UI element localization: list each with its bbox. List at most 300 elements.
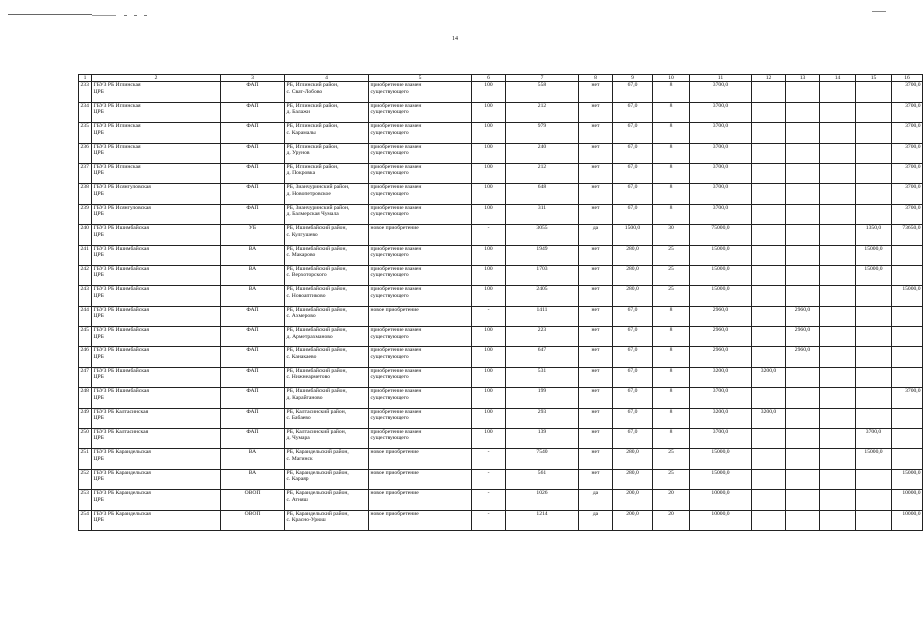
action-line-1: приобретение взамен [370,245,422,252]
location-district: РБ, Зианчуринский район, [286,204,350,211]
cost-year-5 [892,449,923,469]
population: 3055 [506,225,579,245]
institution-name: ГБУЗ РБ Иглинская [93,123,141,130]
wear-percent: 100 [472,184,506,204]
wear-percent: 100 [472,408,506,428]
area-value: 67,0 [613,204,653,224]
institution-suffix: ЦРБ [93,211,104,218]
institution-name: ГБУЗ РБ Иглинская [93,82,141,89]
action-cell [369,286,472,306]
table-row [79,510,923,530]
facility-type: ВА [221,286,285,306]
row-number: 246 [79,347,92,367]
scan-artifact-dot [124,15,127,16]
scan-artifact-dot [144,15,147,16]
action-line-2: существующего [370,251,409,258]
facility-type: ФАП [221,163,285,183]
cost-year-5: 3700,0 [892,102,923,122]
row-number: 249 [79,408,92,428]
table-row [79,306,923,326]
institution-cell [92,204,221,224]
institution-suffix: ЦРБ [93,272,104,279]
location-settlement: д. Урунов [286,149,310,156]
cost-year-4: 1350,0 [856,225,892,245]
location-settlement: с. Магинск [286,455,313,462]
column-number-header: 10 [653,75,690,82]
staff-count: 8 [653,367,690,387]
total-cost: 3700,0 [690,388,752,408]
flag-yes-no: нет [579,204,613,224]
cost-year-4 [856,306,892,326]
institution-name: ГБУЗ РБ Ишимбайская [93,388,149,395]
cost-year-1 [752,327,786,347]
area-value: 280,0 [613,449,653,469]
flag-yes-no: нет [579,123,613,143]
area-value: 280,0 [613,286,653,306]
institution-suffix: ЦРБ [93,231,104,238]
flag-yes-no: нет [579,347,613,367]
cost-year-1 [752,265,786,285]
facility-type: ФАП [221,204,285,224]
table-row [79,225,923,245]
location-settlement: с. Верхоторского [286,272,327,279]
staff-count: 8 [653,102,690,122]
flag-yes-no: нет [579,367,613,387]
row-number: 237 [79,163,92,183]
cost-year-2 [786,469,820,489]
facility-type: ВА [221,469,285,489]
population: 1411 [506,306,579,326]
location-district: РБ, Иглинский район, [286,82,339,89]
cost-year-1 [752,429,786,449]
population: 223 [506,327,579,347]
action-line-1: приобретение взамен [370,184,422,191]
location-settlement: с. Атняш [286,496,308,503]
cost-year-4 [856,408,892,428]
action-line-2: существующего [370,109,409,116]
cost-year-4 [856,82,892,102]
institution-cell [92,388,221,408]
staff-count: 25 [653,449,690,469]
location-district: РБ, Калтасинский район, [286,408,347,415]
area-value: 1500,0 [613,225,653,245]
facility-type: ОВОП [221,510,285,530]
facility-type: ФАП [221,82,285,102]
institution-suffix: ЦРБ [93,170,104,177]
wear-percent: 100 [472,82,506,102]
location-district: РБ, Ишимбайский район, [286,347,347,354]
institution-name: ГБУЗ РБ Ишимбайская [93,225,149,232]
column-number-header: 14 [820,75,856,82]
location-district: РБ, Караидельский район, [286,490,349,497]
cost-year-1 [752,347,786,367]
action-line-1: приобретение взамен [370,143,422,150]
row-number: 242 [79,265,92,285]
facility-type: ФАП [221,347,285,367]
population: 212 [506,102,579,122]
staff-count: 8 [653,347,690,367]
row-number: 240 [79,225,92,245]
table-row [79,388,923,408]
flag-yes-no: нет [579,143,613,163]
cost-year-5: 15000,0 [892,286,923,306]
staff-count: 8 [653,306,690,326]
institution-cell [92,306,221,326]
action-line-1: приобретение взамен [370,204,422,211]
row-number: 239 [79,204,92,224]
location-cell [285,347,369,367]
cost-year-4 [856,102,892,122]
area-value: 67,0 [613,408,653,428]
institution-suffix: ЦРБ [93,455,104,462]
cost-year-3 [820,163,856,183]
table-row [79,449,923,469]
location-district: РБ, Ишимбайский район, [286,265,347,272]
institution-cell [92,408,221,428]
column-number-header: 5 [369,75,472,82]
cost-year-3 [820,184,856,204]
wear-percent: - [472,490,506,510]
column-number-header: 4 [285,75,369,82]
total-cost: 10000,0 [690,490,752,510]
cost-year-2 [786,82,820,102]
location-settlement: д. Балажи [286,109,311,116]
population: 2405 [506,286,579,306]
location-district: РБ, Караидельский район, [286,469,349,476]
population: 311 [506,204,579,224]
institution-name: ГБУЗ РБ Ишимбайская [93,245,149,252]
action-line-2: существующего [370,435,409,442]
area-value: 67,0 [613,306,653,326]
cost-year-5: 10000,0 [892,510,923,530]
institution-suffix: ЦРБ [93,292,104,299]
wear-percent: 100 [472,286,506,306]
population: 240 [506,143,579,163]
cost-year-5 [892,429,923,449]
location-settlement: с. Кулгушево [286,231,318,238]
column-number-header: 7 [506,75,579,82]
action-line-2: существующего [370,415,409,422]
wear-percent: - [472,449,506,469]
flag-yes-no: да [579,225,613,245]
total-cost: 15000,0 [690,449,752,469]
table-row [79,123,923,143]
cost-year-3 [820,490,856,510]
cost-year-4 [856,163,892,183]
area-value: 67,0 [613,163,653,183]
location-cell [285,123,369,143]
location-district: РБ, Ишимбайский район, [286,367,347,374]
area-value: 67,0 [613,82,653,102]
cost-year-5: 3700,0 [892,184,923,204]
column-number-header: 1 [79,75,92,82]
row-number: 244 [79,306,92,326]
flag-yes-no: нет [579,388,613,408]
row-number: 248 [79,388,92,408]
cost-year-1 [752,245,786,265]
staff-count: 25 [653,469,690,489]
facility-type: ВА [221,265,285,285]
location-district: РБ, Ишимбайский район, [286,225,347,232]
cost-year-3 [820,367,856,387]
location-settlement: с. Бабаево [286,415,311,422]
area-value: 67,0 [613,327,653,347]
action-line-1: приобретение взамен [370,123,422,130]
staff-count: 8 [653,184,690,204]
institution-name: ГБУЗ РБ Исянгуловская [93,184,151,191]
population: 558 [506,82,579,102]
population: 647 [506,347,579,367]
cost-year-4 [856,123,892,143]
institution-cell [92,143,221,163]
action-line-1: новое приобретение [370,510,419,517]
population: 531 [506,367,579,387]
total-cost: 3200,0 [690,408,752,428]
cost-year-5: 3700,0 [892,204,923,224]
total-cost: 3700,0 [690,429,752,449]
cost-year-2 [786,204,820,224]
wear-percent: 100 [472,265,506,285]
institution-suffix: ЦРБ [93,394,104,401]
cost-year-4 [856,347,892,367]
flag-yes-no: нет [579,449,613,469]
table-body [79,82,923,531]
population: 199 [506,388,579,408]
institution-name: ГБУЗ РБ Ишимбайская [93,286,149,293]
area-value: 67,0 [613,143,653,163]
area-value: 67,0 [613,388,653,408]
location-cell [285,163,369,183]
cost-year-1 [752,225,786,245]
institution-cell [92,490,221,510]
action-cell [369,347,472,367]
institution-cell [92,82,221,102]
row-number: 245 [79,327,92,347]
staff-count: 20 [653,510,690,530]
location-district: РБ, Калтасинский район, [286,429,347,436]
institution-name: ГБУЗ РБ Караидельская [93,510,151,517]
wear-percent: 100 [472,388,506,408]
institution-suffix: ЦРБ [93,109,104,116]
column-number-header: 15 [856,75,892,82]
cost-year-1 [752,510,786,530]
cost-year-1 [752,449,786,469]
cost-year-1 [752,490,786,510]
institution-name: ГБУЗ РБ Ишимбайская [93,265,149,272]
institution-cell [92,347,221,367]
flag-yes-no: нет [579,163,613,183]
location-settlement: с. Канакаево [286,353,317,360]
flag-yes-no: нет [579,184,613,204]
cost-year-3 [820,408,856,428]
cost-year-2 [786,123,820,143]
institution-cell [92,286,221,306]
area-value: 200,0 [613,490,653,510]
cost-year-2 [786,245,820,265]
location-settlement: с. Макарово [286,251,316,258]
cost-year-1 [752,204,786,224]
facility-type: ФАП [221,367,285,387]
row-number: 233 [79,82,92,102]
table-row [79,163,923,183]
institution-cell [92,510,221,530]
institution-cell [92,163,221,183]
total-cost: 3700,0 [690,163,752,183]
wear-percent: 100 [472,327,506,347]
population: 212 [506,163,579,183]
action-line-2: существующего [370,211,409,218]
cost-year-1 [752,388,786,408]
area-value: 280,0 [613,245,653,265]
facility-type: ФАП [221,327,285,347]
location-settlement: с. Красно-Урюш [286,517,326,524]
cost-year-4 [856,388,892,408]
cost-year-3 [820,245,856,265]
cost-year-1: 3200,0 [752,408,786,428]
table-row [79,367,923,387]
location-cell [285,408,369,428]
table-row [79,469,923,489]
action-line-1: приобретение взамен [370,408,422,415]
action-line-2: существующего [370,374,409,381]
institution-suffix: ЦРБ [93,415,104,422]
population: 1026 [506,490,579,510]
institution-name: ГБУЗ РБ Калтасинская [93,429,149,436]
column-number-header: 13 [786,75,820,82]
institution-suffix: ЦРБ [93,129,104,136]
flag-yes-no: нет [579,469,613,489]
flag-yes-no: нет [579,82,613,102]
column-number-header: 16 [892,75,923,82]
institution-cell [92,225,221,245]
facility-type: ФАП [221,143,285,163]
action-cell [369,82,472,102]
institution-suffix: ЦРБ [93,435,104,442]
wear-percent: 100 [472,347,506,367]
location-cell [285,184,369,204]
staff-count: 25 [653,286,690,306]
location-cell [285,510,369,530]
cost-year-2 [786,408,820,428]
action-line-2: существующего [370,353,409,360]
facility-type: ВА [221,245,285,265]
location-settlement: с. Карамалы [286,129,316,136]
area-value: 67,0 [613,367,653,387]
facility-type: ФАП [221,408,285,428]
action-line-1: приобретение взамен [370,367,422,374]
wear-percent: - [472,469,506,489]
population: 648 [506,184,579,204]
action-line-1: приобретение взамен [370,347,422,354]
total-cost: 15000,0 [690,265,752,285]
population: 1949 [506,245,579,265]
cost-year-3 [820,449,856,469]
cost-year-1 [752,143,786,163]
cost-year-5 [892,306,923,326]
scan-artifact-line [8,14,92,15]
action-line-1: приобретение взамен [370,388,422,395]
wear-percent: 100 [472,367,506,387]
area-value: 67,0 [613,429,653,449]
population: 561 [506,469,579,489]
cost-year-5: 73650,0 [892,225,923,245]
column-number-header: 8 [579,75,613,82]
wear-percent: 100 [472,102,506,122]
flag-yes-no: нет [579,408,613,428]
cost-year-3 [820,82,856,102]
facility-type: ФАП [221,306,285,326]
cost-year-1 [752,123,786,143]
action-cell [369,327,472,347]
wear-percent: 100 [472,245,506,265]
cost-year-5: 3700,0 [892,123,923,143]
institution-suffix: ЦРБ [93,496,104,503]
cost-year-3 [820,123,856,143]
cost-year-5: 15000,0 [892,469,923,489]
action-line-1: новое приобретение [370,469,419,476]
cost-year-1: 3200,0 [752,367,786,387]
action-line-2: существующего [370,272,409,279]
staff-count: 8 [653,327,690,347]
total-cost: 10000,0 [690,510,752,530]
row-number: 251 [79,449,92,469]
institution-suffix: ЦРБ [93,251,104,258]
action-line-2: существующего [370,333,409,340]
location-cell [285,429,369,449]
table-row [79,408,923,428]
institution-suffix: ЦРБ [93,476,104,483]
population: 1214 [506,510,579,530]
row-number: 234 [79,102,92,122]
location-district: РБ, Зианчуринский район, [286,184,350,191]
cost-year-4 [856,469,892,489]
cost-year-3 [820,327,856,347]
total-cost: 3200,0 [690,367,752,387]
institution-suffix: ЦРБ [93,374,104,381]
population: 293 [506,408,579,428]
action-cell [369,204,472,224]
location-district: РБ, Ишимбайский район, [286,388,347,395]
total-cost: 75000,0 [690,225,752,245]
table-row [79,143,923,163]
table-row [79,429,923,449]
flag-yes-no: нет [579,102,613,122]
action-line-1: приобретение взамен [370,82,422,89]
institution-name: ГБУЗ РБ Иглинская [93,143,141,150]
area-value: 280,0 [613,469,653,489]
cost-year-4 [856,510,892,530]
action-line-1: приобретение взамен [370,286,422,293]
location-district: РБ, Ишимбайский район, [286,306,347,313]
institution-name: ГБУЗ РБ Ишимбайская [93,306,149,313]
wear-percent: 100 [472,123,506,143]
location-cell [285,327,369,347]
cost-year-2: 2960,0 [786,327,820,347]
cost-year-3 [820,102,856,122]
table-row [79,204,923,224]
institution-suffix: ЦРБ [93,313,104,320]
cost-year-3 [820,388,856,408]
staff-count: 30 [653,225,690,245]
cost-year-5 [892,245,923,265]
row-number: 254 [79,510,92,530]
column-number-header: 6 [472,75,506,82]
cost-year-4 [856,286,892,306]
action-cell [369,184,472,204]
area-value: 67,0 [613,184,653,204]
location-district: РБ, Иглинский район, [286,143,339,150]
total-cost: 3700,0 [690,184,752,204]
